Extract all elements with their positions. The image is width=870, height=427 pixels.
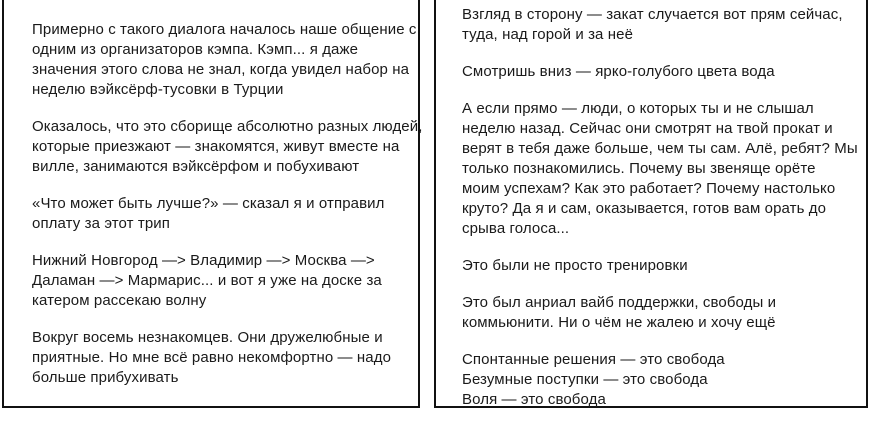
text-line: верят в тебя даже больше, чем ты сам. Алё, ребят? Мы: [462, 140, 858, 157]
text-line: оплату за этот трип: [32, 215, 171, 232]
right-text-content: [462, 5, 858, 427]
text-line: катером рассекаю волну: [32, 292, 207, 309]
text-line: которые приезжают — знакомятся, живут вместе на: [32, 138, 400, 155]
paragraph: [32, 194, 404, 234]
text-line: Это был анриал вайб поддержки, свободы и: [462, 294, 777, 311]
text-line: Это были не просто тренировки: [462, 257, 688, 274]
text-line: моим успехам? Как это работает? Почему настолько: [462, 180, 836, 197]
text-line: Примерно с такого диалога началось наше общение с: [32, 21, 417, 38]
text-line: Даламан —> Мармарис... и вот я уже на доске за: [32, 272, 382, 289]
paragraph: [462, 5, 852, 45]
text-line: [32, 0, 404, 3]
text-line: Воля — это свобода: [462, 391, 606, 408]
text-line: Взгляд в сторону — закат случается вот прям сейчас,: [462, 6, 843, 23]
text-line: вилле, занимаются вэйксёрфом и побухивают: [32, 158, 360, 175]
paragraph: [462, 99, 858, 239]
paragraph: [32, 251, 404, 311]
text-line: срыва голоса...: [462, 220, 570, 237]
text-line: больше прибухивать: [32, 369, 179, 386]
text-line: неделю назад. Сейчас они смотрят на твой прокат и: [462, 120, 833, 137]
text-line: А если прямо — люди, о которых ты и не слышал: [462, 100, 814, 117]
paragraph: [462, 350, 852, 410]
text-line: только познакомились. Почему вы звеняще орёте: [462, 160, 816, 177]
paragraph: [462, 62, 852, 82]
text-line: одним из организаторов кэмпа. Кэмп... я даже: [32, 41, 359, 58]
text-line: «Что может быть лучше?» — сказал я и отправил: [32, 195, 385, 212]
paragraph: [32, 117, 423, 177]
text-line: Безумные поступки — это свобода: [462, 371, 708, 388]
text-line: значения этого слова не знал, когда увидел набор на: [32, 61, 410, 78]
left-text-card: [2, 0, 423, 408]
text-line: Оказалось, что это сборище абсолютно разных людей,: [32, 118, 423, 135]
text-line: неделю вэйксёрф-тусовки в Турции: [32, 81, 284, 98]
paragraph: [462, 256, 852, 276]
text-line: приятные. Но мне всё равно некомфортно — надо: [32, 349, 392, 366]
text-line: круто? Да я и сам, оказывается, готов вам орать до: [462, 200, 827, 217]
text-line: Вокруг восемь незнакомцев. Они дружелюбные и: [32, 329, 383, 346]
paragraph: [32, 20, 417, 100]
right-text-card: [434, 0, 868, 408]
paragraph: [32, 328, 404, 388]
text-line: Смотришь вниз — ярко-голубого цвета вода: [462, 63, 775, 80]
text-line: Спонтанные решения — это свобода: [462, 351, 725, 368]
text-line: коммьюнити. Ни о чём не жалею и хочу ещё: [462, 314, 776, 331]
text-line: Нижний Новгород —> Владимир —> Москва —>: [32, 252, 375, 269]
text-line: туда, над горой и за неё: [462, 26, 634, 43]
paragraph: [32, 0, 404, 3]
left-text-content: [32, 0, 423, 405]
paragraph: [462, 293, 852, 333]
